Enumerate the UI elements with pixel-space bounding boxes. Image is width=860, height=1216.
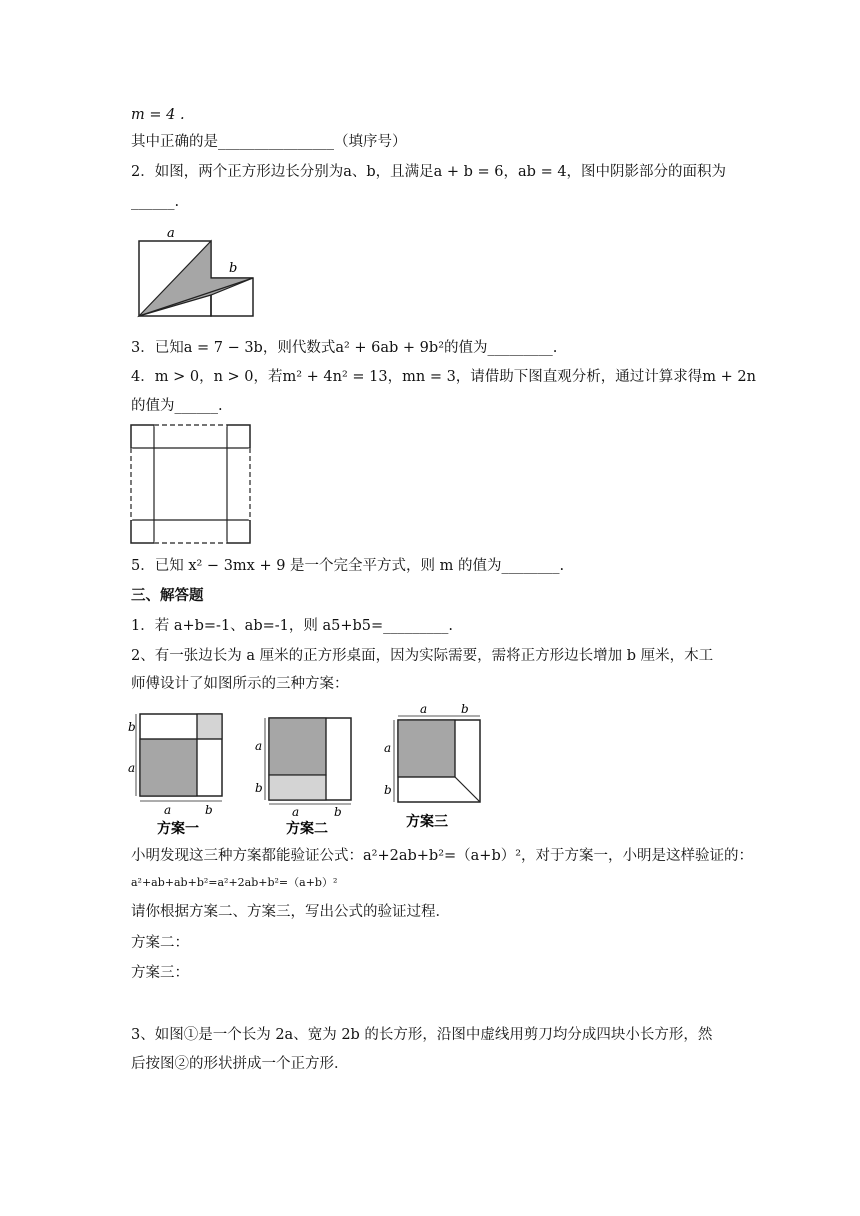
s2-label-a-side: a xyxy=(255,739,263,753)
s1-label-a-bottom: a xyxy=(164,803,172,817)
section-heading-answers: 三、解答题 xyxy=(131,588,204,604)
s1-label-b-side: b xyxy=(128,720,136,734)
solve-2-line1: 2、有一张边长为 a 厘米的正方形桌面，因为实际需要，需将正方形边长增加 b 厘米，木工 xyxy=(131,648,714,664)
correct-items-line: 其中正确的是________________（填序号） xyxy=(131,134,407,150)
scheme-2-answer-label: 方案二： xyxy=(131,935,189,951)
s3-label-a-top: a xyxy=(420,704,428,716)
s1-label-b-bottom: b xyxy=(205,803,213,817)
solve-3-line1: 3、如图①是一个长为 2a、宽为 2b 的长方形，沿图中虚线用剪刀均分成四块小长方形，然 xyxy=(131,1027,713,1043)
solve-2-line2: 师傅设计了如图所示的三种方案： xyxy=(131,676,349,692)
s3-label-b-top: b xyxy=(461,704,469,716)
solve-1: 1．若 a+b=-1、ab=-1，则 a5+b5=_________. xyxy=(131,618,454,634)
scheme-1-caption: 方案一 xyxy=(157,821,199,837)
figure-square-with-corners xyxy=(130,424,252,544)
scheme-2-caption: 方案二 xyxy=(286,821,328,837)
answer-m-equals-4: m = 4 . xyxy=(131,107,185,123)
question-2-blank: ______. xyxy=(131,194,180,210)
label-b: b xyxy=(229,261,238,276)
s2-label-b-bottom: b xyxy=(334,805,342,819)
s2-label-b-side: b xyxy=(255,781,263,795)
label-a: a xyxy=(167,226,175,241)
question-3: 3．已知a = 7 − 3b，则代数式a² + 6ab + 9b²的值为_________. xyxy=(131,340,558,356)
question-2: 2．如图，两个正方形边长分别为a、b，且满足a + b = 6，ab = 4，图中阴影部分的面积为 xyxy=(131,164,727,180)
solve-3-line2: 后按图②的形状拼成一个正方形． xyxy=(131,1056,349,1072)
solve-2-instruction: 请你根据方案二、方案三，写出公式的验证过程． xyxy=(131,904,450,920)
solve-2-verification: a²+ab+ab+b²=a²+2ab+b²=（a+b）² xyxy=(131,876,338,889)
solve-2-formula-line: 小明发现这三种方案都能验证公式：a²+2ab+b²=（a+b）²，对于方案一，小明是这样验证的： xyxy=(131,848,754,864)
scheme-3-answer-label: 方案三： xyxy=(131,965,189,981)
figure-three-schemes xyxy=(124,704,494,839)
question-4: 4．m > 0，n > 0，若m² + 4n² = 13，mn = 3，请借助下图直观分析，通过计算求得m + 2n xyxy=(131,369,756,385)
figure-two-squares xyxy=(131,222,261,322)
question-4-blank: 的值为______. xyxy=(131,398,223,414)
s3-label-b-side: b xyxy=(384,783,392,797)
s1-label-a-side: a xyxy=(128,761,136,775)
question-5: 5．已知 x² − 3mx + 9 是一个完全平方式，则 m 的值为________. xyxy=(131,558,565,574)
s3-label-a-side: a xyxy=(384,741,392,755)
s2-label-a-bottom: a xyxy=(292,805,300,819)
scheme-3-caption: 方案三 xyxy=(406,814,448,830)
